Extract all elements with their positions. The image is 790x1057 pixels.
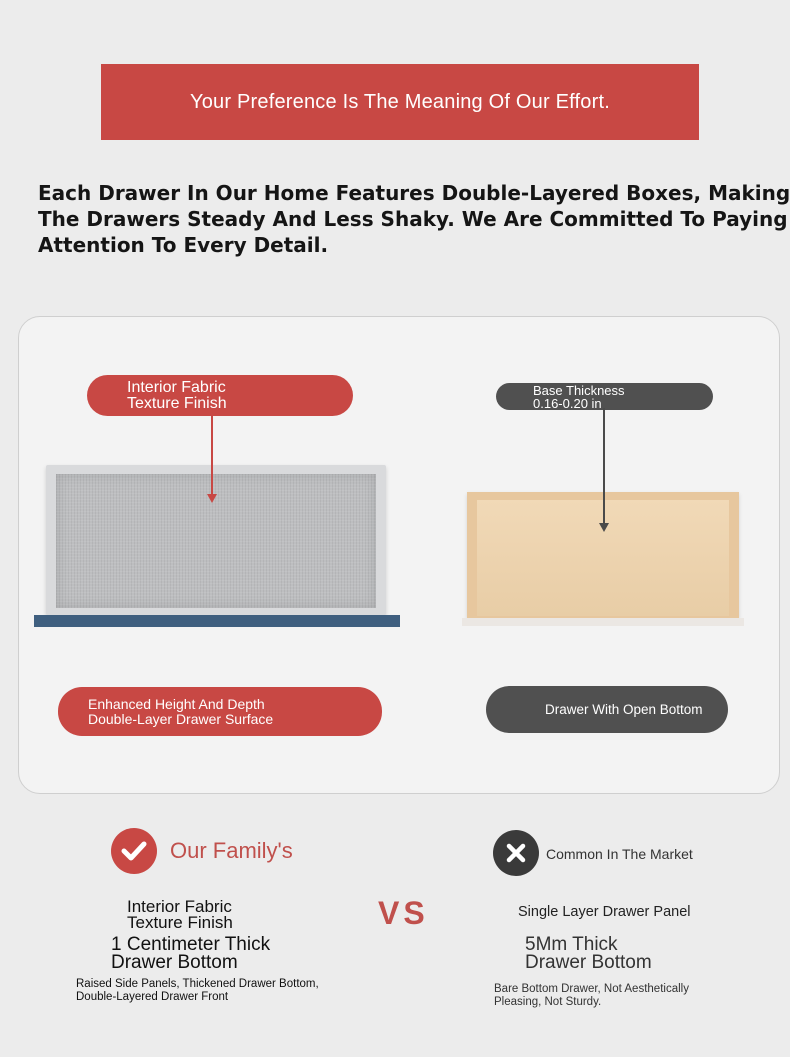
label-base-thickness — [496, 383, 713, 410]
arrow-line — [603, 408, 605, 524]
label-line: Base Thickness — [533, 382, 625, 398]
feature-line: Double-Layered Drawer Front — [76, 991, 229, 1003]
label-line: Texture Finish — [127, 394, 227, 412]
feature-line: Raised Side Panels, Thickened Drawer Bottom, — [76, 978, 319, 990]
ours-feature-fabric — [127, 899, 233, 931]
arrow-line — [211, 415, 213, 495]
feature-line: Bare Bottom Drawer, Not Aesthetically — [494, 983, 689, 995]
intro-line: Attention To Every Detail. — [38, 233, 329, 257]
market-title: Common In The Market — [546, 846, 693, 862]
intro-line: Each Drawer In Our Home Features Double-Layered Boxes, Making — [38, 181, 790, 205]
market-feature-thickness — [525, 936, 652, 972]
feature-line: 1 Centimeter Thick — [111, 934, 271, 955]
label-interior-fabric — [87, 375, 353, 416]
feature-line: Interior Fabric — [127, 897, 232, 916]
vs-label: VS — [378, 895, 429, 931]
intro-paragraph — [38, 180, 790, 258]
fabric-drawer-base — [34, 615, 400, 627]
arrow-down-icon — [207, 494, 217, 503]
market-feature-summary — [494, 983, 689, 1009]
feature-line: Drawer Bottom — [525, 952, 652, 973]
check-icon — [111, 828, 157, 874]
arrow-down-icon — [599, 523, 609, 532]
feature-line: Drawer Bottom — [111, 952, 238, 973]
banner-text: Your Preference Is The Meaning Of Our Effort. — [190, 90, 610, 113]
feature-line: 5Mm Thick — [525, 934, 618, 955]
label-line: 0.16-0.20 in — [533, 395, 602, 411]
feature-line: Texture Finish — [127, 913, 233, 932]
our-family-title: Our Family's — [170, 838, 293, 863]
label-enhanced-height — [58, 687, 382, 736]
label-line: Drawer With Open Bottom — [545, 702, 703, 717]
top-banner — [101, 64, 699, 140]
feature-line: Pleasing, Not Sturdy. — [494, 996, 602, 1008]
market-feature-panel: Single Layer Drawer Panel — [518, 904, 691, 920]
ours-feature-thickness — [111, 936, 270, 972]
ours-feature-summary — [76, 978, 319, 1004]
label-line: Double-Layer Drawer Surface — [88, 710, 274, 727]
label-open-bottom — [486, 686, 728, 733]
intro-line: The Drawers Steady And Less Shaky. We Are Committed To Paying — [38, 207, 788, 231]
x-icon — [493, 830, 539, 876]
wood-drawer-base — [462, 618, 744, 626]
label-line: Enhanced Height And Depth — [88, 695, 265, 712]
label-line: Interior Fabric — [127, 378, 226, 396]
